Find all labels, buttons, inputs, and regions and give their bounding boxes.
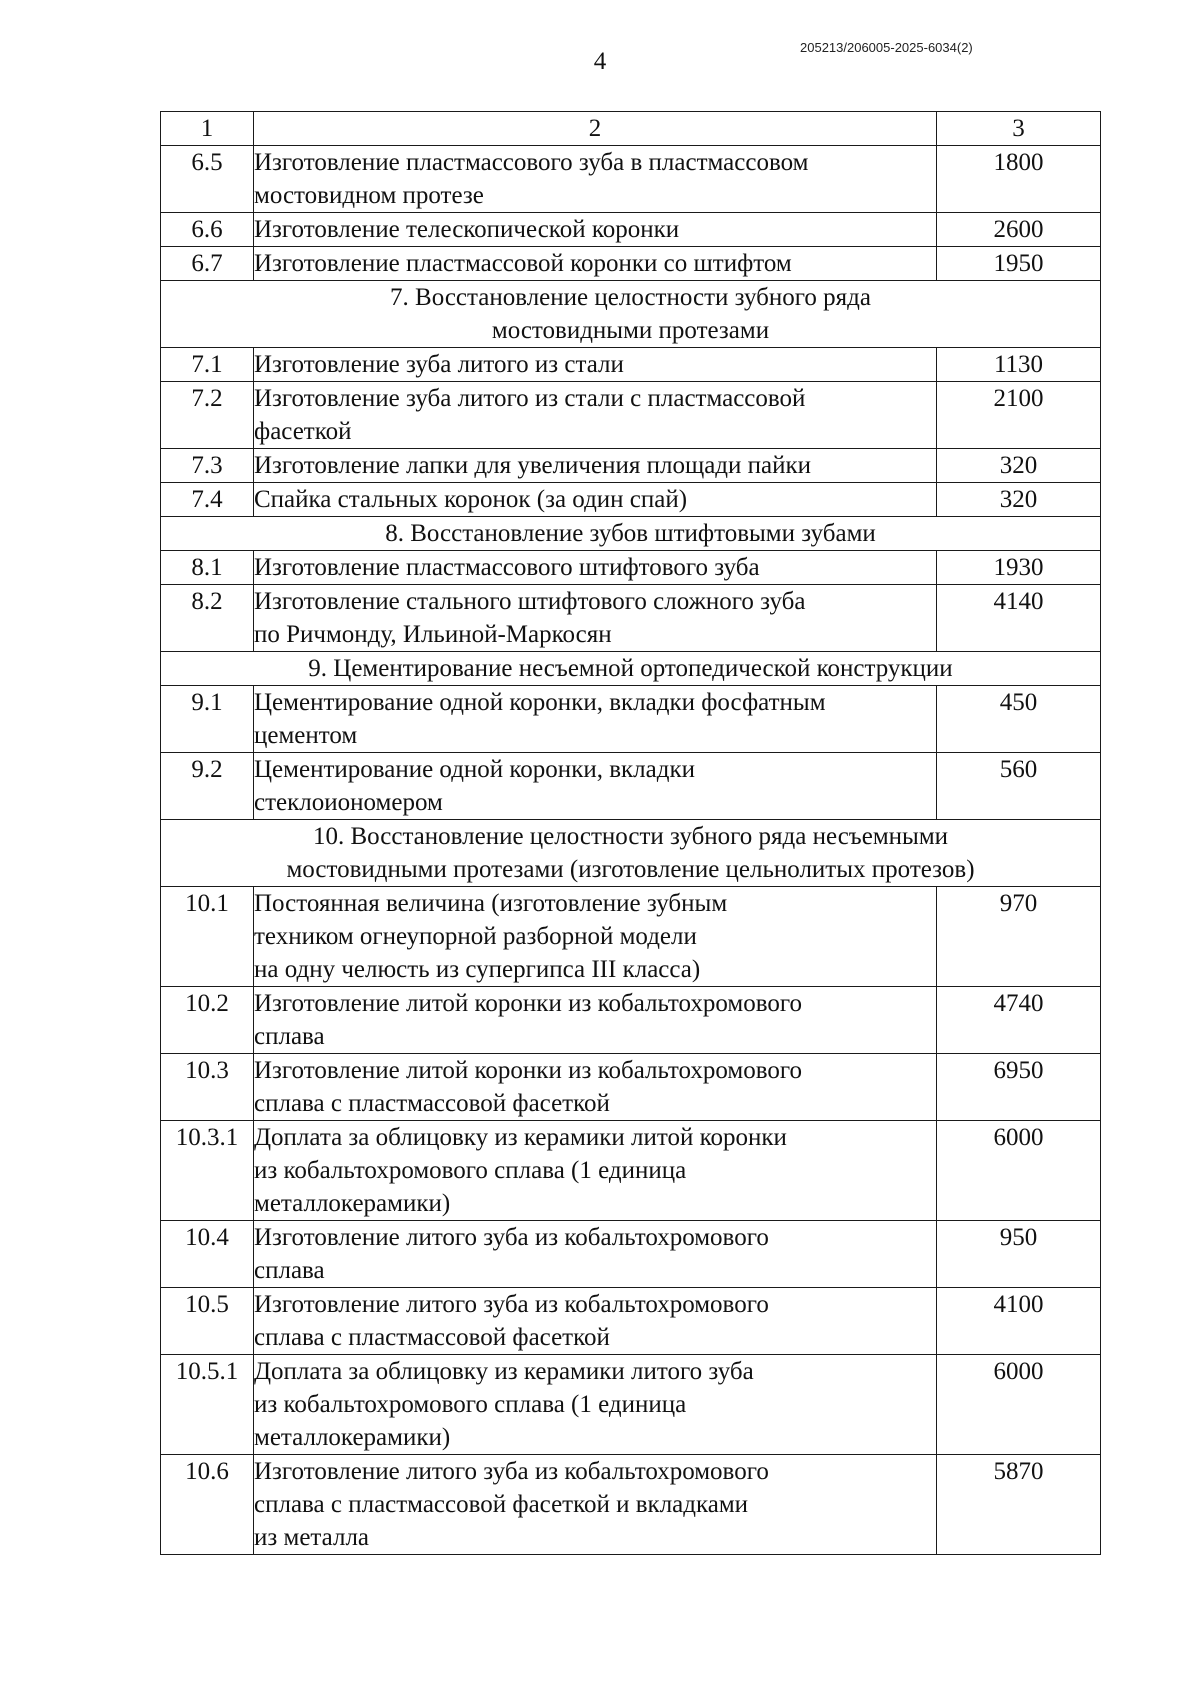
item-description-line: Изготовление стального штифтового сложного зуба bbox=[254, 588, 806, 615]
header-cell-2: 2 bbox=[254, 112, 937, 146]
table-row bbox=[161, 1355, 1101, 1455]
item-description-line: цементом bbox=[254, 722, 358, 749]
item-description-line: Изготовление литой коронки из кобальтохромового bbox=[254, 990, 803, 1017]
item-price: 970 bbox=[937, 887, 1101, 987]
item-description-line: стеклоиономером bbox=[254, 789, 443, 816]
header-cell-3: 3 bbox=[937, 112, 1101, 146]
item-description-line: сплава bbox=[254, 1257, 325, 1284]
item-description bbox=[254, 585, 937, 652]
item-price: 4140 bbox=[937, 585, 1101, 652]
table-row bbox=[161, 213, 1101, 247]
item-description bbox=[254, 987, 937, 1054]
document-id: 205213/206005-2025-6034(2) bbox=[800, 40, 973, 55]
item-price: 950 bbox=[937, 1221, 1101, 1288]
section-title-line: мостовидными протезами (изготовление цельнолитых протезов) bbox=[286, 856, 975, 883]
table-row bbox=[161, 348, 1101, 382]
section-row bbox=[161, 820, 1101, 887]
table-row bbox=[161, 1288, 1101, 1355]
item-description-line: Цементирование одной коронки, вкладки фосфатным bbox=[254, 689, 826, 716]
section-title bbox=[161, 652, 1101, 686]
item-price: 2100 bbox=[937, 382, 1101, 449]
section-title-line: 10. Восстановление целостности зубного ряда несъемными bbox=[312, 823, 949, 850]
item-description-line: фасеткой bbox=[254, 418, 352, 445]
table-row bbox=[161, 483, 1101, 517]
item-number: 10.3 bbox=[161, 1054, 254, 1121]
item-description bbox=[254, 1455, 937, 1555]
price-table bbox=[160, 111, 1101, 1555]
item-number: 10.4 bbox=[161, 1221, 254, 1288]
item-number: 9.2 bbox=[161, 753, 254, 820]
item-number: 8.1 bbox=[161, 551, 254, 585]
table-row bbox=[161, 146, 1101, 213]
item-description-line: Изготовление литого зуба из кобальтохромового bbox=[254, 1224, 769, 1251]
item-description-line: по Ричмонду, Ильиной-Маркосян bbox=[254, 621, 612, 648]
item-number: 8.2 bbox=[161, 585, 254, 652]
header-cell-1: 1 bbox=[161, 112, 254, 146]
item-number: 10.5 bbox=[161, 1288, 254, 1355]
item-description-line: Изготовление пластмассового штифтового зуба bbox=[254, 554, 760, 581]
section-title bbox=[161, 281, 1101, 348]
item-price: 1800 bbox=[937, 146, 1101, 213]
item-price: 6950 bbox=[937, 1054, 1101, 1121]
table-row bbox=[161, 1455, 1101, 1555]
item-price: 4740 bbox=[937, 987, 1101, 1054]
item-description-line: Изготовление литого зуба из кобальтохромового bbox=[254, 1291, 769, 1318]
item-number: 10.6 bbox=[161, 1455, 254, 1555]
item-number: 10.3.1 bbox=[161, 1121, 254, 1221]
item-description bbox=[254, 753, 937, 820]
item-price: 1950 bbox=[937, 247, 1101, 281]
section-row bbox=[161, 517, 1101, 551]
item-price: 450 bbox=[937, 686, 1101, 753]
item-description-line: металлокерамики) bbox=[254, 1190, 451, 1217]
table-row bbox=[161, 987, 1101, 1054]
item-description-line: сплава bbox=[254, 1023, 325, 1050]
item-number: 10.5.1 bbox=[161, 1355, 254, 1455]
table-row bbox=[161, 887, 1101, 987]
item-number: 7.3 bbox=[161, 449, 254, 483]
item-description-line: сплава с пластмассовой фасеткой bbox=[254, 1324, 610, 1351]
section-title-line: 9. Цементирование несъемной ортопедической конструкции bbox=[308, 655, 953, 682]
item-description-line: Изготовление пластмассовой коронки со штифтом bbox=[254, 250, 792, 277]
item-number: 6.7 bbox=[161, 247, 254, 281]
item-description bbox=[254, 382, 937, 449]
table-row bbox=[161, 686, 1101, 753]
item-price: 6000 bbox=[937, 1121, 1101, 1221]
table-row bbox=[161, 551, 1101, 585]
section-title bbox=[161, 820, 1101, 887]
page-number: 4 bbox=[593, 48, 607, 75]
item-price: 320 bbox=[937, 483, 1101, 517]
table-row bbox=[161, 753, 1101, 820]
item-price: 320 bbox=[937, 449, 1101, 483]
table-row bbox=[161, 247, 1101, 281]
item-description-line: Изготовление пластмассового зуба в пластмассовом bbox=[254, 149, 809, 176]
item-description bbox=[254, 887, 937, 987]
item-number: 6.5 bbox=[161, 146, 254, 213]
item-price: 6000 bbox=[937, 1355, 1101, 1455]
section-title-line: мостовидными протезами bbox=[491, 317, 770, 344]
item-description bbox=[254, 551, 937, 585]
item-description-line: из металла bbox=[254, 1524, 370, 1551]
item-description bbox=[254, 449, 937, 483]
item-description-line: Доплата за облицовку из керамики литого зуба bbox=[254, 1358, 754, 1385]
section-row bbox=[161, 652, 1101, 686]
item-description-line: металлокерамики) bbox=[254, 1424, 451, 1451]
item-number: 9.1 bbox=[161, 686, 254, 753]
item-description bbox=[254, 483, 937, 517]
item-description bbox=[254, 1221, 937, 1288]
item-description-line: Изготовление лапки для увеличения площади пайки bbox=[254, 452, 812, 479]
item-description bbox=[254, 146, 937, 213]
item-description bbox=[254, 247, 937, 281]
item-description-line: на одну челюсть из супергипса III класса) bbox=[254, 956, 701, 983]
item-price: 5870 bbox=[937, 1455, 1101, 1555]
item-price: 1930 bbox=[937, 551, 1101, 585]
item-number: 10.2 bbox=[161, 987, 254, 1054]
item-description-line: Изготовление литого зуба из кобальтохромового bbox=[254, 1458, 769, 1485]
item-description-line: из кобальтохромового сплава (1 единица bbox=[254, 1157, 687, 1184]
item-description bbox=[254, 686, 937, 753]
item-description-line: Цементирование одной коронки, вкладки bbox=[254, 756, 695, 783]
table-row bbox=[161, 585, 1101, 652]
item-description bbox=[254, 1288, 937, 1355]
table-row bbox=[161, 1121, 1101, 1221]
price-table-body bbox=[161, 112, 1101, 1555]
item-description-line: Спайка стальных коронок (за один спай) bbox=[254, 486, 688, 513]
item-description-line: Изготовление телескопической коронки bbox=[254, 216, 680, 243]
item-description-line: Изготовление литой коронки из кобальтохромового bbox=[254, 1057, 803, 1084]
item-description-line: Доплата за облицовку из керамики литой коронки bbox=[254, 1124, 787, 1151]
table-row bbox=[161, 382, 1101, 449]
section-title-line: 8. Восстановление зубов штифтовыми зубами bbox=[385, 520, 876, 547]
item-description bbox=[254, 1121, 937, 1221]
item-number: 7.1 bbox=[161, 348, 254, 382]
item-number: 6.6 bbox=[161, 213, 254, 247]
table-row bbox=[161, 1054, 1101, 1121]
table-row bbox=[161, 449, 1101, 483]
item-description-line: сплава с пластмассовой фасеткой и вкладками bbox=[254, 1491, 749, 1518]
item-description-line: Изготовление зуба литого из стали с пластмассовой bbox=[254, 385, 806, 412]
item-number: 10.1 bbox=[161, 887, 254, 987]
item-description-line: техником огнеупорной разборной модели bbox=[254, 923, 697, 950]
item-price: 560 bbox=[937, 753, 1101, 820]
item-price: 4100 bbox=[937, 1288, 1101, 1355]
table-header-row bbox=[161, 112, 1101, 146]
item-price: 2600 bbox=[937, 213, 1101, 247]
section-row bbox=[161, 281, 1101, 348]
item-number: 7.2 bbox=[161, 382, 254, 449]
item-price: 1130 bbox=[937, 348, 1101, 382]
item-description-line: Постоянная величина (изготовление зубным bbox=[254, 890, 728, 917]
item-description bbox=[254, 1054, 937, 1121]
item-description-line: Изготовление зуба литого из стали bbox=[254, 351, 624, 378]
item-description bbox=[254, 213, 937, 247]
section-title bbox=[161, 517, 1101, 551]
item-description-line: из кобальтохромового сплава (1 единица bbox=[254, 1391, 687, 1418]
item-number: 7.4 bbox=[161, 483, 254, 517]
item-description-line: мостовидном протезе bbox=[254, 182, 484, 209]
section-title-line: 7. Восстановление целостности зубного ряда bbox=[390, 284, 871, 311]
item-description bbox=[254, 1355, 937, 1455]
item-description-line: сплава с пластмассовой фасеткой bbox=[254, 1090, 610, 1117]
table-row bbox=[161, 1221, 1101, 1288]
item-description bbox=[254, 348, 937, 382]
